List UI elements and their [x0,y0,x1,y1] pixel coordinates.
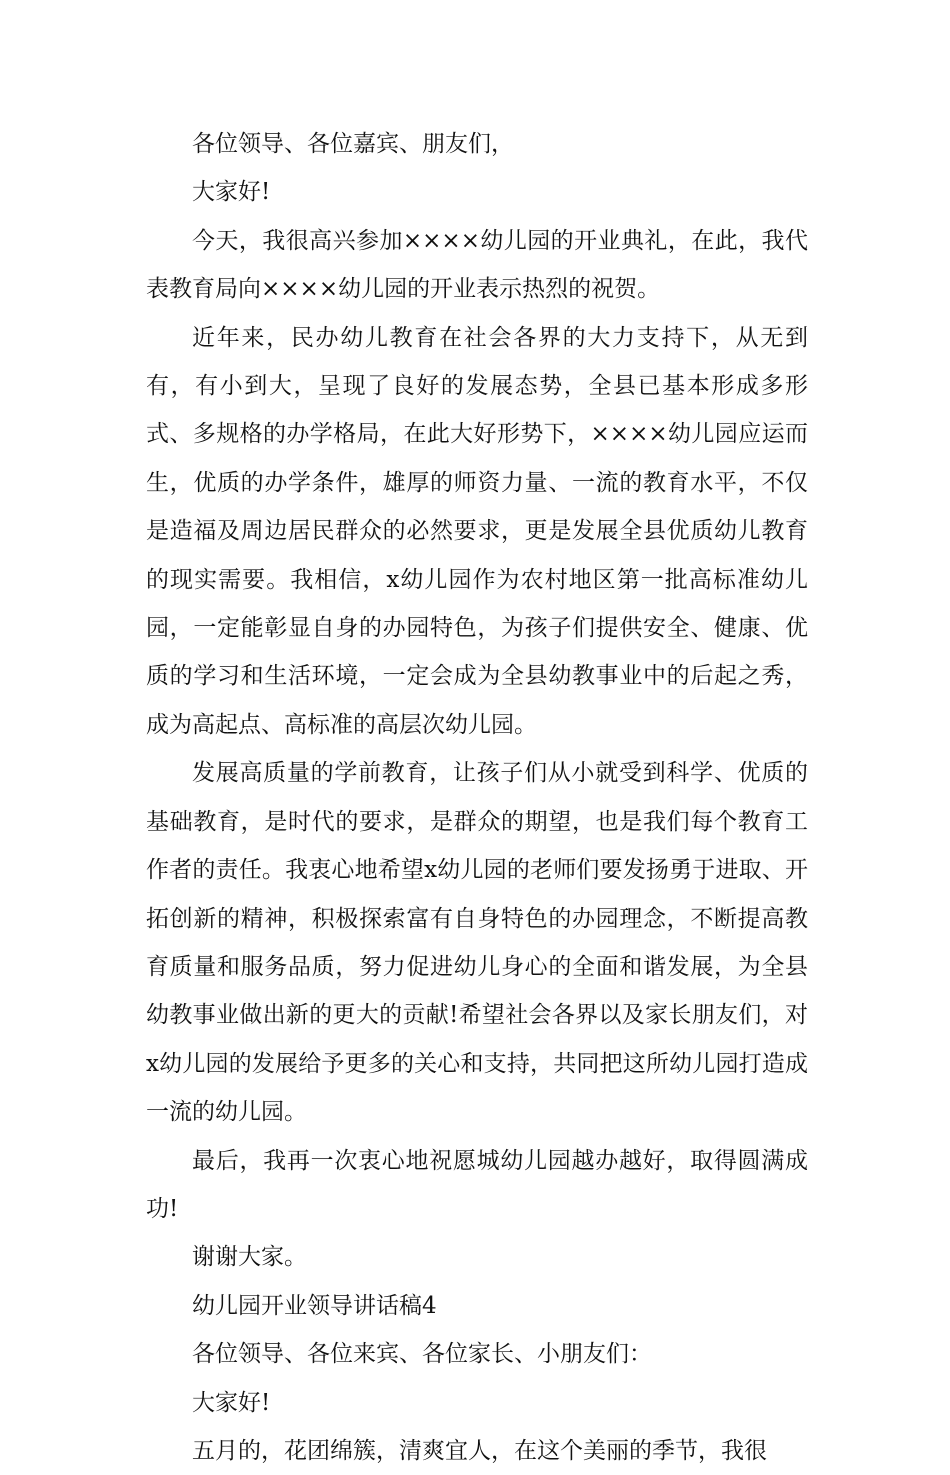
salutation-line: 大家好! [192,179,271,206]
salutation-line-2: 大家好! [192,1389,271,1416]
section-title: 幼儿园开业领导讲话稿4 [192,1292,437,1319]
greeting-line-2: 各位领导、各位来宾、各位家长、小朋友们： [192,1341,652,1368]
paragraph-development: 近年来，民办幼儿教育在社会各界的大力支持下，从无到有，有小到大，呈现了良好的发展态势，全县已基本形成多形式、多规格的办学格局，在此大好形势下，××××幼儿园应运而生，优质的办学条件，雄厚的师资力量、一流的教育水平，不仅是造福及周边居民群众的必然要求，更是发展全县优质幼儿教育的现实需要。我相信，x幼儿园作为农村地区第一批高标准幼儿园，一定能彰显自身的办园特色，为孩子们提供安全、健康、优质的学习和生活环境，一定会成为全县幼教事业中的后起之秀，成为高起点、高标准的高层次幼儿园。 [146,324,808,738]
document-body [146,120,808,1475]
thanks-line: 谢谢大家。 [192,1244,307,1271]
paragraph-closing-wish: 最后，我再一次衷心地祝愿城幼儿园越办越好，取得圆满成功! [146,1147,808,1222]
paragraph-opening: 今天，我很高兴参加××××幼儿园的开业典礼，在此，我代表教育局向××××幼儿园的开业表示热烈的祝贺。 [146,227,808,303]
greeting-line: 各位领导、各位嘉宾、朋友们， [192,131,514,157]
paragraph-quality-education: 发展高质量的学前教育，让孩子们从小就受到科学、优质的基础教育，是时代的要求，是群众的期望，也是我们每个教育工作者的责任。我衷心地希望x幼儿园的老师们要发扬勇于进取、开拓创新的精神，积极探索富有自身特色的办园理念，不断提高教育质量和服务品质，努力促进幼儿身心的全面和谐发展，为全县幼教事业做出新的更大的贡献!希望社会各界以及家长朋友们，对x幼儿园的发展给予更多的关心和支持，共同把这所幼儿园打造成一流的幼儿园。 [146,760,808,1126]
paragraph-may: 五月的，花团绵簇，清爽宜人，在这个美丽的季节，我很 [192,1437,767,1464]
